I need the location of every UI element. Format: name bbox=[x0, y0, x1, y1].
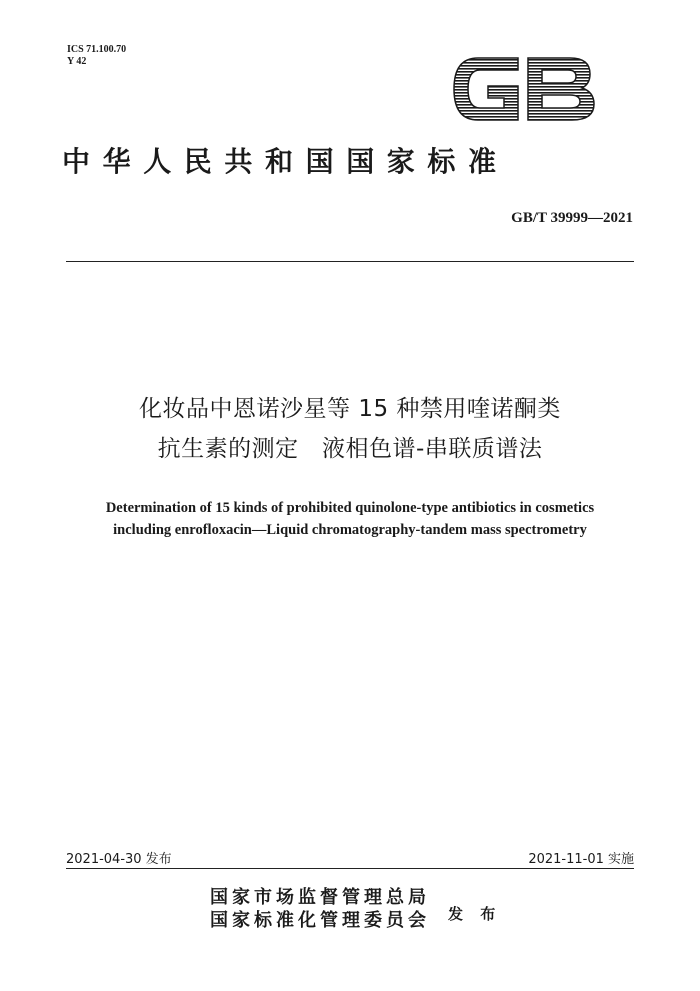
ics-code: ICS 71.100.70 bbox=[67, 44, 127, 55]
chinese-title-line-2: 抗生素的测定 液相色谱-串联质谱法 bbox=[157, 436, 543, 462]
english-title-line-2: including enrofloxacin—Liquid chromatography-tandem mass spectrometry bbox=[113, 522, 587, 538]
implementation-date: 2021-11-01 实施 bbox=[528, 852, 634, 867]
bottom-divider bbox=[66, 868, 634, 869]
standard-number: GB/T 39999—2021 bbox=[511, 210, 633, 226]
issue-date: 2021-04-30 发布 bbox=[66, 852, 172, 867]
publish-label: 发 布 bbox=[448, 905, 502, 923]
chinese-title bbox=[40, 389, 660, 469]
national-standard-heading: 中华人民共和国国家标准 bbox=[62, 145, 509, 178]
publisher-samr: 国家市场监督管理总局 bbox=[210, 887, 430, 908]
ccs-code: Y 42 bbox=[67, 56, 87, 67]
classification-codes bbox=[67, 44, 126, 68]
publisher-sac: 国家标准化管理委员会 bbox=[210, 910, 430, 931]
english-title-line-1: Determination of 15 kinds of prohibited quinolone-type antibiotics in cosmetics bbox=[105, 500, 595, 516]
english-title bbox=[40, 497, 660, 541]
chinese-title-line-1: 化妆品中恩诺沙星等 15 种禁用喹诺酮类 bbox=[139, 396, 561, 422]
publishers bbox=[210, 886, 430, 932]
gb-logo-icon bbox=[448, 50, 598, 128]
top-divider bbox=[66, 261, 634, 262]
